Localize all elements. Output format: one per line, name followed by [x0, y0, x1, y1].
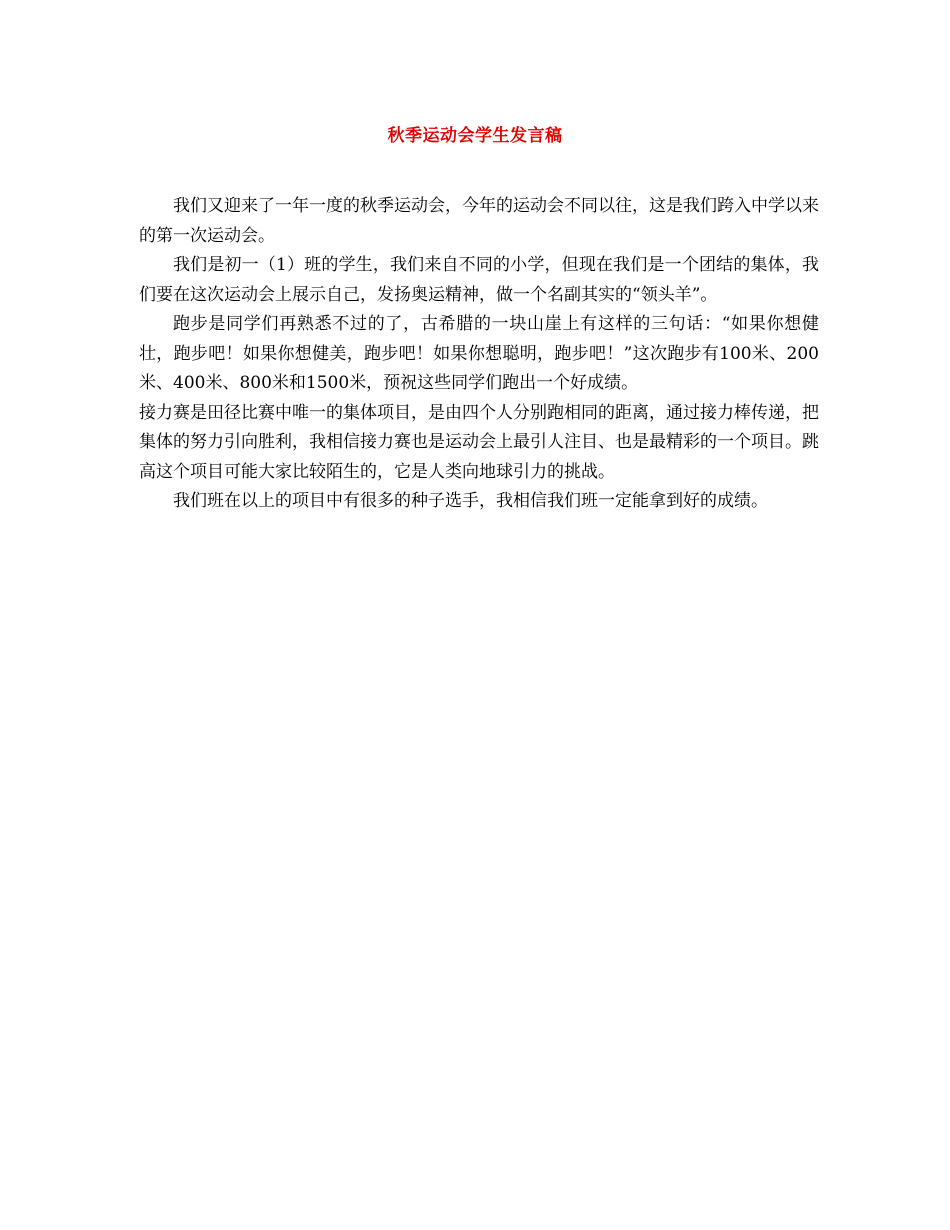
paragraph-4: 接力赛是田径比赛中唯一的集体项目，是由四个人分别跑相同的距离，通过接力棒传递，把集体的努力引向胜利，我相信接力赛也是运动会上最引人注目、也是最精彩的一个项目。跳高这个项目可能大家比较陌生的，它是人类向地球引力的挑战。: [139, 402, 819, 482]
document-title: 秋季运动会学生发言稿: [387, 126, 563, 146]
paragraph-1: 我们又迎来了一年一度的秋季运动会，今年的运动会不同以往，这是我们跨入中学以来的第一次运动会。: [139, 196, 819, 246]
document-body: [139, 192, 819, 517]
paragraph-3: 跑步是同学们再熟悉不过的了，古希腊的一块山崖上有这样的三句话：“如果你想健壮，跑步吧！如果你想健美，跑步吧！如果你想聪明，跑步吧！”这次跑步有100米、200米、400米、800米和1500米，预祝这些同学们跑出一个好成绩。: [139, 314, 819, 393]
paragraph-5: 我们班在以上的项目中有很多的种子选手，我相信我们班一定能拿到好的成绩。: [173, 491, 768, 511]
paragraph-2: 我们是初一（1）班的学生，我们来自不同的小学，但现在我们是一个团结的集体，我们要在这次运动会上展示自己，发扬奥运精神，做一个名副其实的“领头羊”。: [139, 255, 819, 305]
